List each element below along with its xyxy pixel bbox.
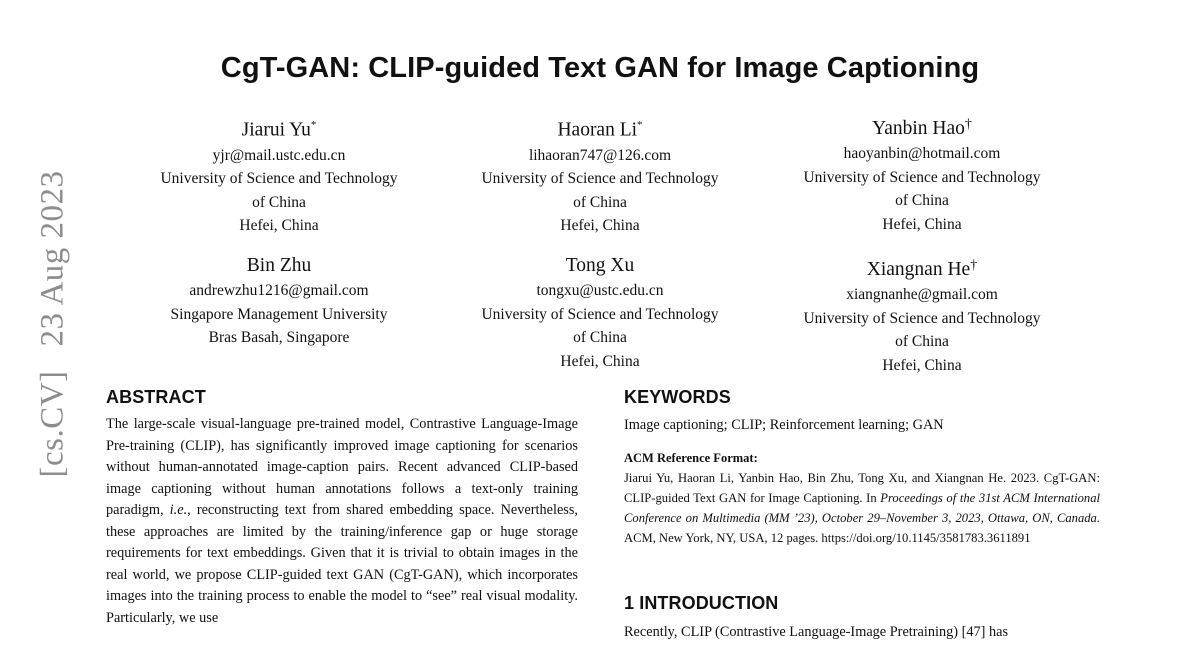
author-name: Bin Zhu <box>246 255 312 276</box>
author-email: tongxu@ustc.edu.cn <box>536 282 664 299</box>
abstract-heading: ABSTRACT <box>106 387 206 407</box>
author-block <box>762 112 1082 236</box>
author-name: Yanbin Hao† <box>872 117 972 139</box>
author-affiliation-line2: of China <box>573 193 627 211</box>
author-block <box>440 112 760 238</box>
author-affiliation-line2: of China <box>573 329 627 346</box>
author-affiliation-line2: of China <box>895 333 949 350</box>
author-name: Xiangnan He† <box>866 258 978 280</box>
keywords-heading: KEYWORDS <box>624 387 731 407</box>
author-affiliation: University of Science and Technology <box>481 170 719 187</box>
author-mark: † <box>964 117 972 132</box>
author-mark: † <box>970 258 978 273</box>
author-mark: * <box>637 119 643 131</box>
author-location: Hefei, China <box>882 215 962 233</box>
author-email: yjr@mail.ustc.edu.cn <box>212 146 346 164</box>
author-block <box>762 253 1082 377</box>
author-location: Hefei, China <box>239 217 319 234</box>
introduction-heading: 1 INTRODUCTION <box>624 593 779 613</box>
author-block <box>440 253 760 373</box>
arxiv-category: [cs.CV] <box>34 370 71 478</box>
author-affiliation: University of Science and Technology <box>481 305 719 323</box>
author-block <box>119 253 439 350</box>
author-name: Haoran Li* <box>557 119 643 141</box>
acm-reference-heading: ACM Reference Format: <box>624 451 758 465</box>
author-affiliation-line2: of China <box>895 192 949 209</box>
author-mark: * <box>310 119 317 131</box>
author-affiliation: University of Science and Technology <box>803 309 1041 327</box>
author-location: Hefei, China <box>560 352 640 370</box>
introduction-text: Recently, CLIP (Contrastive Language-Image Pretraining) [47] has <box>624 624 1009 640</box>
author-location: Hefei, China <box>560 217 640 234</box>
abstract-text: The large-scale visual-language pre-trained model, Contrastive Language-Image Pre-training (CLIP), has significantly improved image captioning for scenarios without human-annotated image-caption pairs. Recent advanced CLIP-based image captioning without human annotations follows a text-only training paradigm, i.e., reconstructing text from shared embedding space. Nevertheless, these approaches are limited by the training/inference gap or huge storage requirements for text embeddings. Given that it is trivial to obtain images in the real world, we propose CLIP-guided text GAN (CgT-GAN), which incorporates images into the training process to enable the model to “see” real visual modality. Particularly, we use <box>106 416 578 626</box>
arxiv-stamp <box>35 170 72 477</box>
author-affiliation: University of Science and Technology <box>803 168 1041 186</box>
author-block <box>119 112 439 238</box>
author-email: haoyanbin@hotmail.com <box>843 145 1001 162</box>
author-email: lihaoran747@126.com <box>528 146 672 164</box>
author-email: xiangnanhe@gmail.com <box>846 286 998 303</box>
author-affiliation: Singapore Management University <box>170 305 388 323</box>
author-affiliation-line2: of China <box>252 193 306 211</box>
author-name: Tong Xu <box>565 255 635 276</box>
author-location: Bras Basah, Singapore <box>208 329 350 346</box>
keywords-text: Image captioning; CLIP; Reinforcement learning; GAN <box>624 417 944 433</box>
author-location: Hefei, China <box>882 356 962 374</box>
arxiv-date: 23 Aug 2023 <box>34 170 71 347</box>
acm-reference-text: Jiarui Yu, Haoran Li, Yanbin Hao, Bin Zhu, Tong Xu, and Xiangnan He. 2023. CgT-GAN: CLIP-guided Text GAN for Image Captioning. In Proceedings of the 31st ACM International Conference on Multimedia (MM ’23), October 29–November 3, 2023, Ottawa, ON, Canada. ACM, New York, NY, USA, 12 pages. https://doi.org/10.1145/3581783.3611891 <box>624 471 1100 545</box>
paper-title: CgT-GAN: CLIP-guided Text GAN for Image Captioning <box>220 52 980 84</box>
author-email: andrewzhu1216@gmail.com <box>189 282 369 299</box>
author-affiliation: University of Science and Technology <box>160 170 398 187</box>
author-name: Jiarui Yu* <box>241 119 317 141</box>
